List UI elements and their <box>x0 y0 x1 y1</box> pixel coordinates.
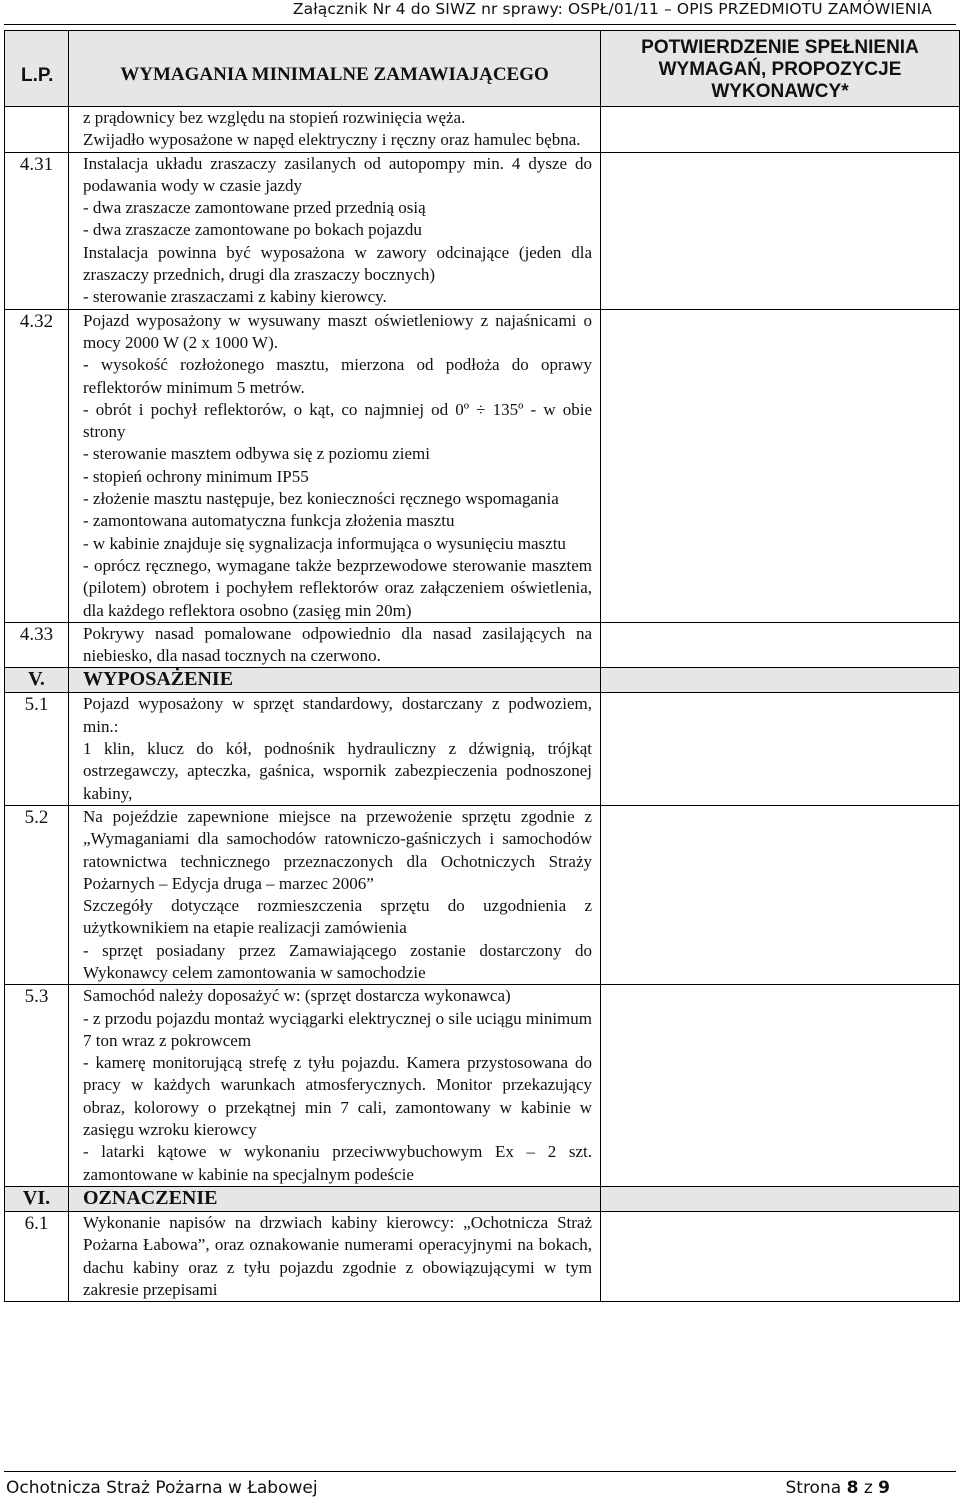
requirement-text <box>69 1211 601 1301</box>
column-header-requirements: WYMAGANIA MINIMALNE ZAMAWIAJĄCEGO <box>69 31 601 107</box>
footer-organization: Ochotnicza Straż Pożarna w Łabowej <box>6 1478 318 1498</box>
of-word: z <box>863 1478 873 1498</box>
current-page: 8 <box>846 1478 859 1498</box>
section-title: WYPOSAŻENIE <box>69 668 601 693</box>
table-row <box>5 152 960 309</box>
requirement-line: Na pojeździe zapewnione miejsce na przewożenie sprzętu zgodnie z „Wymaganiami dla samochodów ratowniczo-gaśniczych i samochodów ratownictwa technicznego przeznaczonych dla Ochotniczych Straży Pożarnych – Edycja druga – marzec 2006” <box>83 806 592 893</box>
requirement-line: - dwa zraszacze zamontowane po bokach pojazdu <box>83 220 422 240</box>
requirement-line: Instalacja układu zraszaczy zasilanych od autopompy min. 4 dysze do podawania wody w czasie jazdy <box>83 153 592 195</box>
requirement-text <box>69 309 601 622</box>
row-number: 4.32 <box>5 309 69 622</box>
requirement-line: - sterowanie zraszaczami z kabiny kierowcy. <box>83 287 387 307</box>
requirement-text <box>69 985 601 1187</box>
requirement-line: - latarki kątowe w wykonaniu przeciwwybuchowym Ex – 2 szt. zamontowane w kabinie na specjalnym podeście <box>83 1142 592 1184</box>
column-header-confirmation: POTWIERDZENIE SPEŁNIENIA WYMAGAŃ, PROPOZYCJE WYKONAWCY* <box>601 31 960 107</box>
requirement-line: Pokrywy nasad pomalowane odpowiednio dla nasad zasilających na niebiesko, dla nasad tocznych na czerwono. <box>83 623 592 666</box>
requirement-line: Pojazd wyposażony w wysuwany maszt oświetleniowy z najaśnicami o mocy 2000 W (2 x 1000 W). <box>83 310 592 352</box>
requirement-line: - sterowanie masztem odbywa się z poziomu ziemi <box>83 444 430 464</box>
table-row <box>5 805 960 984</box>
table-row <box>5 693 960 805</box>
requirement-line: Instalacja powinna być wyposażona w zawory odcinające (jeden dla zraszaczy przednich, drugi dla zraszaczy bocznych) <box>83 242 592 285</box>
row-number: 6.1 <box>5 1211 69 1301</box>
row-number: 5.3 <box>5 985 69 1187</box>
section-title: OZNACZENIE <box>69 1186 601 1211</box>
requirement-text <box>69 805 601 984</box>
requirement-line: - zamontowana automatyczna funkcja złożenia masztu <box>83 511 455 531</box>
requirement-line: Pojazd wyposażony w sprzęt standardowy, dostarczany z podwoziem, min.: <box>83 694 592 736</box>
requirement-line: - dwa zraszacze zamontowane przed przednią osią <box>83 198 426 218</box>
confirmation-cell[interactable] <box>601 107 960 153</box>
requirement-text <box>69 693 601 805</box>
confirmation-cell[interactable] <box>601 693 960 805</box>
table-row <box>5 309 960 622</box>
requirement-line: - z przodu pojazdu montaż wyciągarki elektrycznej o sile uciągu minimum 7 ton wraz z pokrowcem <box>83 1008 592 1050</box>
row-number: 5.1 <box>5 693 69 805</box>
section-confirmation-cell <box>601 1186 960 1211</box>
confirmation-cell[interactable] <box>601 622 960 668</box>
requirement-line: - kamerę monitorującą strefę z tyłu pojazdu. Kamera przystosowana do pracy w każdych warunkach atmosferycznych. Monitor przekazujący obraz, kolorowy o przekątnej min 7 cali, zamontowany w kabinie w zasięgu wzroku kierowcy <box>83 1053 592 1140</box>
column-header-lp: L.P. <box>5 31 69 107</box>
section-row <box>5 1186 960 1211</box>
requirement-line: - sprzęt posiadany przez Zamawiającego zostanie dostarczony do Wykonawcy celem zamontowania w samochodzie <box>83 940 592 982</box>
footer-divider <box>4 1471 956 1472</box>
confirmation-cell[interactable] <box>601 1211 960 1301</box>
section-row <box>5 668 960 693</box>
row-number: 4.33 <box>5 622 69 668</box>
requirement-line: - stopień ochrony minimum IP55 <box>83 466 309 486</box>
requirement-line: Wykonanie napisów na drzwiach kabiny kierowcy: „Ochotnicza Straż Pożarna Łabowa”, oraz oznakowanie numerami operacyjnymi na bokach, dachu kabiny oraz z tyłu pojazdu zgodnie z obowiązującymi w tym zakresie przepisami <box>83 1212 592 1299</box>
document-header: Załącznik Nr 4 do SIWZ nr sprawy: OSPŁ/01/11 – OPIS PRZEDMIOTU ZAMÓWIENIA <box>292 0 932 18</box>
requirement-line: - wysokość rozłożonego masztu, mierzona od podłoża do oprawy reflektorów minimum 5 metrów. <box>83 355 592 397</box>
requirement-line: - obrót i pochył reflektorów, o kąt, co najmniej od 0º ÷ 135º - w obie strony <box>83 399 592 442</box>
requirement-line: Szczegóły dotyczące rozmieszczenia sprzętu do uzgodnienia z użytkownikiem na etapie realizacji zamówienia <box>83 896 592 938</box>
requirements-table <box>4 30 960 1302</box>
requirement-text <box>69 152 601 309</box>
confirmation-cell[interactable] <box>601 985 960 1187</box>
section-number: V. <box>5 668 69 693</box>
table-row <box>5 985 960 1187</box>
table-row <box>5 107 960 153</box>
requirement-line: Zwijadło wyposażone w napęd elektryczny i ręczny oraz hamulec bębna. <box>83 130 581 150</box>
confirmation-cell[interactable] <box>601 309 960 622</box>
table-header-row <box>5 31 960 107</box>
confirmation-cell[interactable] <box>601 152 960 309</box>
row-number <box>5 107 69 153</box>
requirement-text <box>69 107 601 153</box>
total-pages: 9 <box>878 1478 890 1498</box>
section-number: VI. <box>5 1186 69 1211</box>
requirement-line: - oprócz ręcznego, wymagane także bezprzewodowe sterowanie masztem (pilotem) obrotem i pochyłem reflektorów oraz załączeniem oświetlenia, dla każdego reflektora osobno (zasięg min 20m) <box>83 555 592 620</box>
row-number: 5.2 <box>5 805 69 984</box>
requirement-line: - w kabinie znajduje się sygnalizacja informująca o wysunięciu masztu <box>83 533 566 553</box>
page-word: Strona <box>785 1478 842 1498</box>
section-confirmation-cell <box>601 668 960 693</box>
page-number <box>785 1478 890 1498</box>
table-row <box>5 1211 960 1301</box>
requirement-line: - złożenie masztu następuje, bez konieczności ręcznego wspomagania <box>83 489 559 509</box>
header-divider <box>4 24 956 25</box>
requirement-line: z prądownicy bez względu na stopień rozwinięcia węża. <box>83 108 466 127</box>
table-row <box>5 622 960 668</box>
confirmation-cell[interactable] <box>601 805 960 984</box>
requirement-line: Samochód należy doposażyć w: (sprzęt dostarcza wykonawca) <box>83 986 511 1006</box>
requirement-line: 1 klin, klucz do kół, podnośnik hydrauliczny z dźwignią, trójkąt ostrzegawczy, apteczka, gaśnica, wspornik zabezpieczenia podnoszonej kabiny, <box>83 739 592 803</box>
row-number: 4.31 <box>5 152 69 309</box>
requirement-text <box>69 622 601 668</box>
